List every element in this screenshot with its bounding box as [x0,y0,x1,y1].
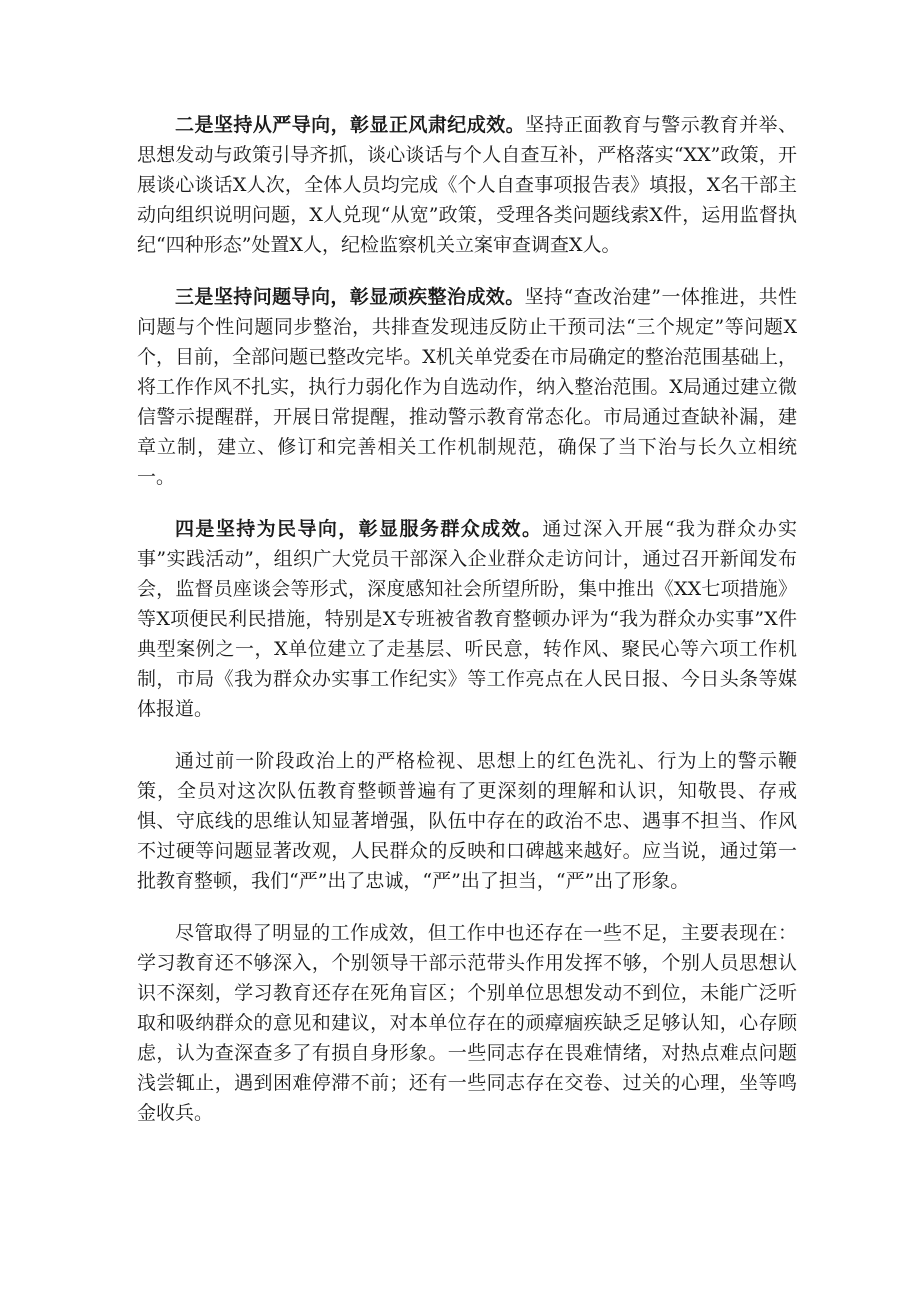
paragraph-body: 通过前一阶段政治上的严格检视、思想上的红色洗礼、行为上的警示鞭策，全员对这次队伍教育整顿普遍有了更深刻的理解和认识，知敬畏、存戒惧、守底线的思维认知显著增强，队伍中存在的政治不忠、遇事不担当、作风不过硬等问题显著改观，人民群众的反映和口碑越来越好。应当说，通过第一批教育整顿，我们“严”出了忠诚，“严”出了担当，“严”出了形象。 [137,750,797,892]
paragraph-lead: 三是坚持问题导向，彰显顽疾整治成效。 [175,286,525,308]
paragraph-lead: 四是坚持为民导向，彰显服务群众成效。 [175,518,543,540]
paragraph-lead: 二是坚持从严导向，彰显正风肃纪成效。 [175,114,526,136]
paragraph-shortcomings [137,918,797,1128]
paragraph-body: 通过深入开展“我为群众办实事”实践活动”，组织广大党员干部深入企业群众走访问计，通过召开新闻发布会，监督员座谈会等形式，深度感知社会所望所盼，集中推出《XX七项措施》等X项便民利民措施，特别是X专班被省教育整顿办评为“我为群众办实事”X件典型案例之一，X单位建立了走基层、听民意，转作风、聚民心等六项工作机制，市局《我为群众办实事工作纪实》等工作亮点在人民日报、今日头条等媒体报道。 [137,518,797,720]
paragraph-body: 坚持正面教育与警示教育并举、思想发动与政策引导齐抓，谈心谈话与个人自查互补，严格落实“XX”政策，开展谈心谈话X人次，全体人员均完成《个人自查事项报告表》填报，X名干部主动向组织说明问题，X人兑现“从宽”政策，受理各类问题线索X件，运用监督执纪“四种形态”处置X人，纪检监察机关立案审查调查X人。 [137,114,797,256]
paragraph-problem-rectification [137,282,797,492]
document-page [137,110,797,1150]
paragraph-body: 坚持“查改治建”一体推进，共性问题与个性问题同步整治，共排查发现违反防止干预司法“三个规定”等问题X个，目前，全部问题已整改完毕。X机关单党委在市局确定的整治范围基础上，将工作作风不扎实，执行力弱化作为自选动作，纳入整治范围。X局通过建立微信警示提醒群，开展日常提醒，推动警示教育常态化。市局通过查缺补漏，建章立制，建立、修订和完善相关工作机制规范，确保了当下治与长久立相统一。 [137,286,797,488]
paragraph-summary [137,746,797,896]
paragraph-discipline [137,110,797,260]
paragraph-serving-people [137,514,797,724]
paragraph-body: 尽管取得了明显的工作成效，但工作中也还存在一些不足，主要表现在：学习教育还不够深入，个别领导干部示范带头作用发挥不够，个别人员思想认识不深刻，学习教育还存在死角盲区；个别单位思想发动不到位，未能广泛听取和吸纳群众的意见和建议，对本单位存在的顽瘴痼疾缺乏足够认知，心存顾虑，认为查深查多了有损自身形象。一些同志存在畏难情绪，对热点难点问题浅尝辄止，遇到困难停滞不前；还有一些同志存在交卷、过关的心理，坐等鸣金收兵。 [137,922,797,1124]
